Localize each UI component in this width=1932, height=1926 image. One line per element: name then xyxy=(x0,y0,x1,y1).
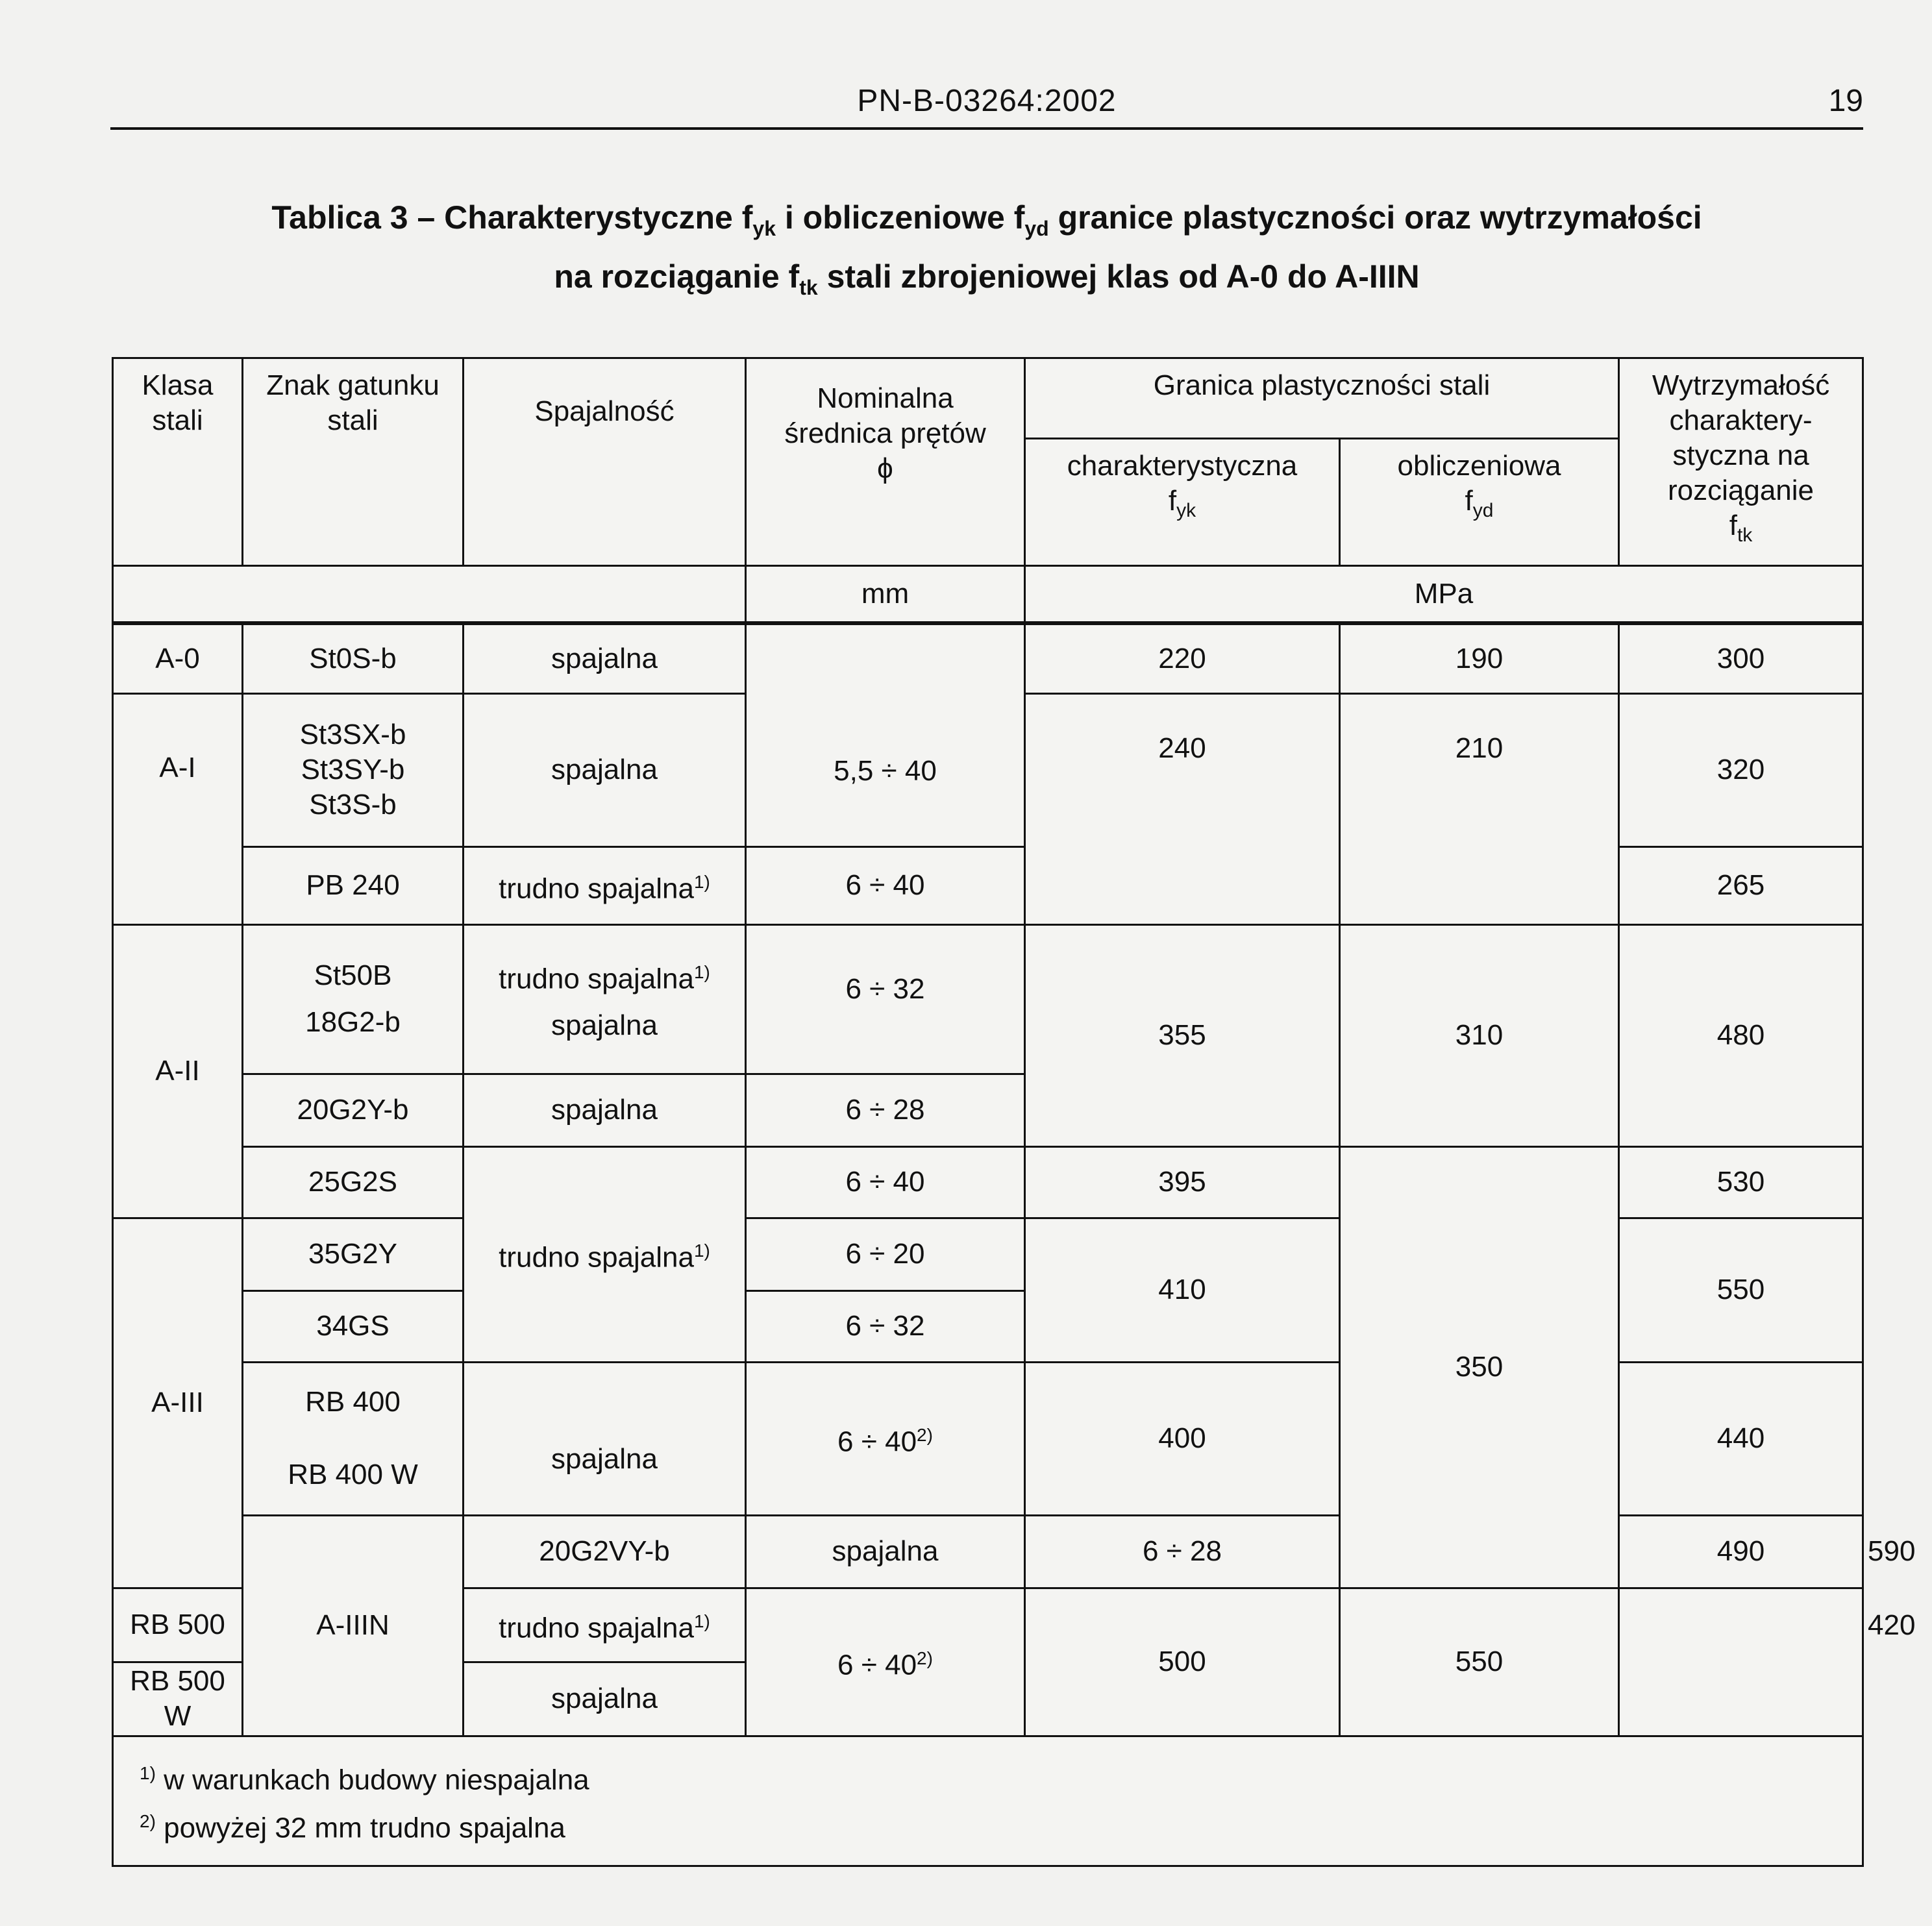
diameter-a2: 6 ÷ 32 xyxy=(746,924,1025,1074)
steel-properties-table: Klasa stali Znak gatunku stali Spajalność Nominalna średnica prętów ϕ Granica plastyczności stali Wytrzymałość charaktery- styczna na rozciąganie $f_{tk}$ charakterystyczna $f_{yk}$ obliczeniowa $f_{yd}$ mm MPa A-0 St0S-b spajalna 5,5 ÷ 40 220 190 300 A-I St3SX-b St3SY-b St3S-b spajalna 240 210 320 PB 240 trudno spajalna$^{1)}$ 6 ÷ 40 265 A-II St50B 18G2-b trudno spajalna$^{1)}$ spajalna 6 ÷ 32 355 310 480 20G2Y-b spajalna 6 ÷ 28 25G2S trudno spajalna$^{1)}$ 6 ÷ 40 395 350 530 A-III 35G2Y 6 ÷ 20 410 550 34GS 6 ÷ 32 RB 400 RB 400 W spajalna $6 \div 40^{2)}$ 400 440 A-IIIN 20G2VY-b spajalna 6 ÷ 28 490 420 590 RB 500 trudno spajalna$^{1)}$ $6 \div 40^{2)}$ 500 550 RB 500 W spajalna $^{1)}$ w warunkach budowy niespajalna $^{2)}$ powyżej 32 mm trudno spajalna xyxy=(112,357,1864,1867)
header-charakterystyczna: charakterystyczna $f_{yk}$ xyxy=(1025,439,1340,566)
weldability: trudno spajalna$^{1)}$ spajalna xyxy=(464,924,746,1074)
grade-35g2y: 35G2Y xyxy=(243,1218,464,1290)
class-a3: A-III xyxy=(113,1218,243,1588)
class-a1: A-I xyxy=(113,693,243,924)
diameter-a0-a1: 5,5 ÷ 40 xyxy=(746,623,1025,846)
page-header xyxy=(110,77,1863,130)
weldability: spajalna xyxy=(464,1662,746,1736)
fyd-a0: 190 xyxy=(1340,623,1619,693)
fyk-a1: 240 xyxy=(1025,693,1340,924)
diameter-rb500: $6 \div 40^{2)}$ xyxy=(746,1588,1025,1736)
diameter-34gs: 6 ÷ 32 xyxy=(746,1290,1025,1362)
diameter-35g2y: 6 ÷ 20 xyxy=(746,1218,1025,1290)
weldability: trudno spajalna$^{1)}$ xyxy=(464,1588,746,1662)
header-srednica: Nominalna średnica prętów ϕ xyxy=(746,358,1025,566)
grades-a2: St50B 18G2-b xyxy=(243,924,464,1074)
ftk-rb500: 550 xyxy=(1340,1588,1619,1736)
header-granica: Granica plastyczności stali xyxy=(1025,358,1619,439)
header-wytrzymalosc: Wytrzymałość charaktery- styczna na rozciąganie $f_{tk}$ xyxy=(1619,358,1863,566)
weldability: spajalna xyxy=(464,1362,746,1515)
weldability: spajalna xyxy=(464,693,746,846)
fyk-a2: 355 xyxy=(1025,924,1340,1146)
fyk-20g2vy-b: 490 xyxy=(1619,1515,1863,1588)
fyk-a0: 220 xyxy=(1025,623,1340,693)
ftk-a0: 300 xyxy=(1619,623,1863,693)
header-spajalnosc: Spajalność xyxy=(464,358,746,566)
fyk-rb400: 400 xyxy=(1025,1362,1340,1515)
fyk-rb500: 500 xyxy=(1025,1588,1340,1736)
document-id: PN-B-03264:2002 xyxy=(857,84,1117,118)
ftk-rb400: 440 xyxy=(1619,1362,1863,1515)
grade-20g2y-b: 20G2Y-b xyxy=(243,1074,464,1146)
fyd-a2: 310 xyxy=(1340,924,1619,1146)
title-line-1: Tablica 3 – Charakterystyczne $f_{yk}$ i obliczeniowe $f_{yd}$ granice plastyczności oraz wytrzymałości xyxy=(271,199,1702,240)
page-number: 19 xyxy=(1828,84,1863,118)
ftk-35g2y-34gs: 550 xyxy=(1619,1218,1863,1362)
weldability: spajalna xyxy=(464,623,746,693)
grades-rb400: RB 400 RB 400 W xyxy=(243,1362,464,1515)
fyd-a3: 350 xyxy=(1340,1146,1619,1588)
footnote-1: $^{1)}$ w warunkach budowy niespajalna xyxy=(140,1762,589,1796)
diameter-pb240: 6 ÷ 40 xyxy=(746,846,1025,924)
grade-34gs: 34GS xyxy=(243,1290,464,1362)
ftk-pb240: 265 xyxy=(1619,846,1863,924)
diameter-rb400: $6 \div 40^{2)}$ xyxy=(746,1362,1025,1515)
footnote-2: $^{2)}$ powyżej 32 mm trudno spajalna xyxy=(140,1811,565,1844)
ftk-a1: 320 xyxy=(1619,693,1863,846)
grade-pb240: PB 240 xyxy=(243,846,464,924)
unit-mpa: MPa xyxy=(1025,566,1863,624)
ftk-25g2s: 530 xyxy=(1619,1146,1863,1218)
weldability: spajalna xyxy=(464,1074,746,1146)
grade-rb500: RB 500 xyxy=(113,1588,243,1662)
ftk-a2: 480 xyxy=(1619,924,1863,1146)
grade-20g2vy-b: 20G2VY-b xyxy=(464,1515,746,1588)
diameter-20g2vy-b: 6 ÷ 28 xyxy=(1025,1515,1340,1588)
weldability: trudno spajalna$^{1)}$ xyxy=(464,1146,746,1362)
grade-st0s-b: St0S-b xyxy=(243,623,464,693)
fyd-a1: 210 xyxy=(1340,693,1619,924)
class-a2: A-II xyxy=(113,924,243,1218)
header-znak: Znak gatunku stali xyxy=(243,358,464,566)
weldability: trudno spajalna$^{1)}$ xyxy=(464,846,746,924)
diameter-20g2y-b: 6 ÷ 28 xyxy=(746,1074,1025,1146)
unit-mm: mm xyxy=(746,566,1025,624)
table-footnotes xyxy=(113,1736,1863,1866)
fyk-25g2s: 395 xyxy=(1025,1146,1340,1218)
header-klasa: Klasa stali xyxy=(113,358,243,566)
fyk-35g2y-34gs: 410 xyxy=(1025,1218,1340,1362)
class-a3n: A-IIIN xyxy=(243,1515,464,1736)
table-title xyxy=(110,193,1863,312)
class-a0: A-0 xyxy=(113,623,243,693)
title-line-2: na rozciąganie $f_{tk}$ stali zbrojeniowej klas od A-0 do A-IIIN xyxy=(554,258,1420,299)
grades-a1: St3SX-b St3SY-b St3S-b xyxy=(243,693,464,846)
diameter-25g2s: 6 ÷ 40 xyxy=(746,1146,1025,1218)
weldability: spajalna xyxy=(746,1515,1025,1588)
header-obliczeniowa: obliczeniowa $f_{yd}$ xyxy=(1340,439,1619,566)
grade-rb500w: RB 500 W xyxy=(113,1662,243,1736)
grade-25g2s: 25G2S xyxy=(243,1146,464,1218)
